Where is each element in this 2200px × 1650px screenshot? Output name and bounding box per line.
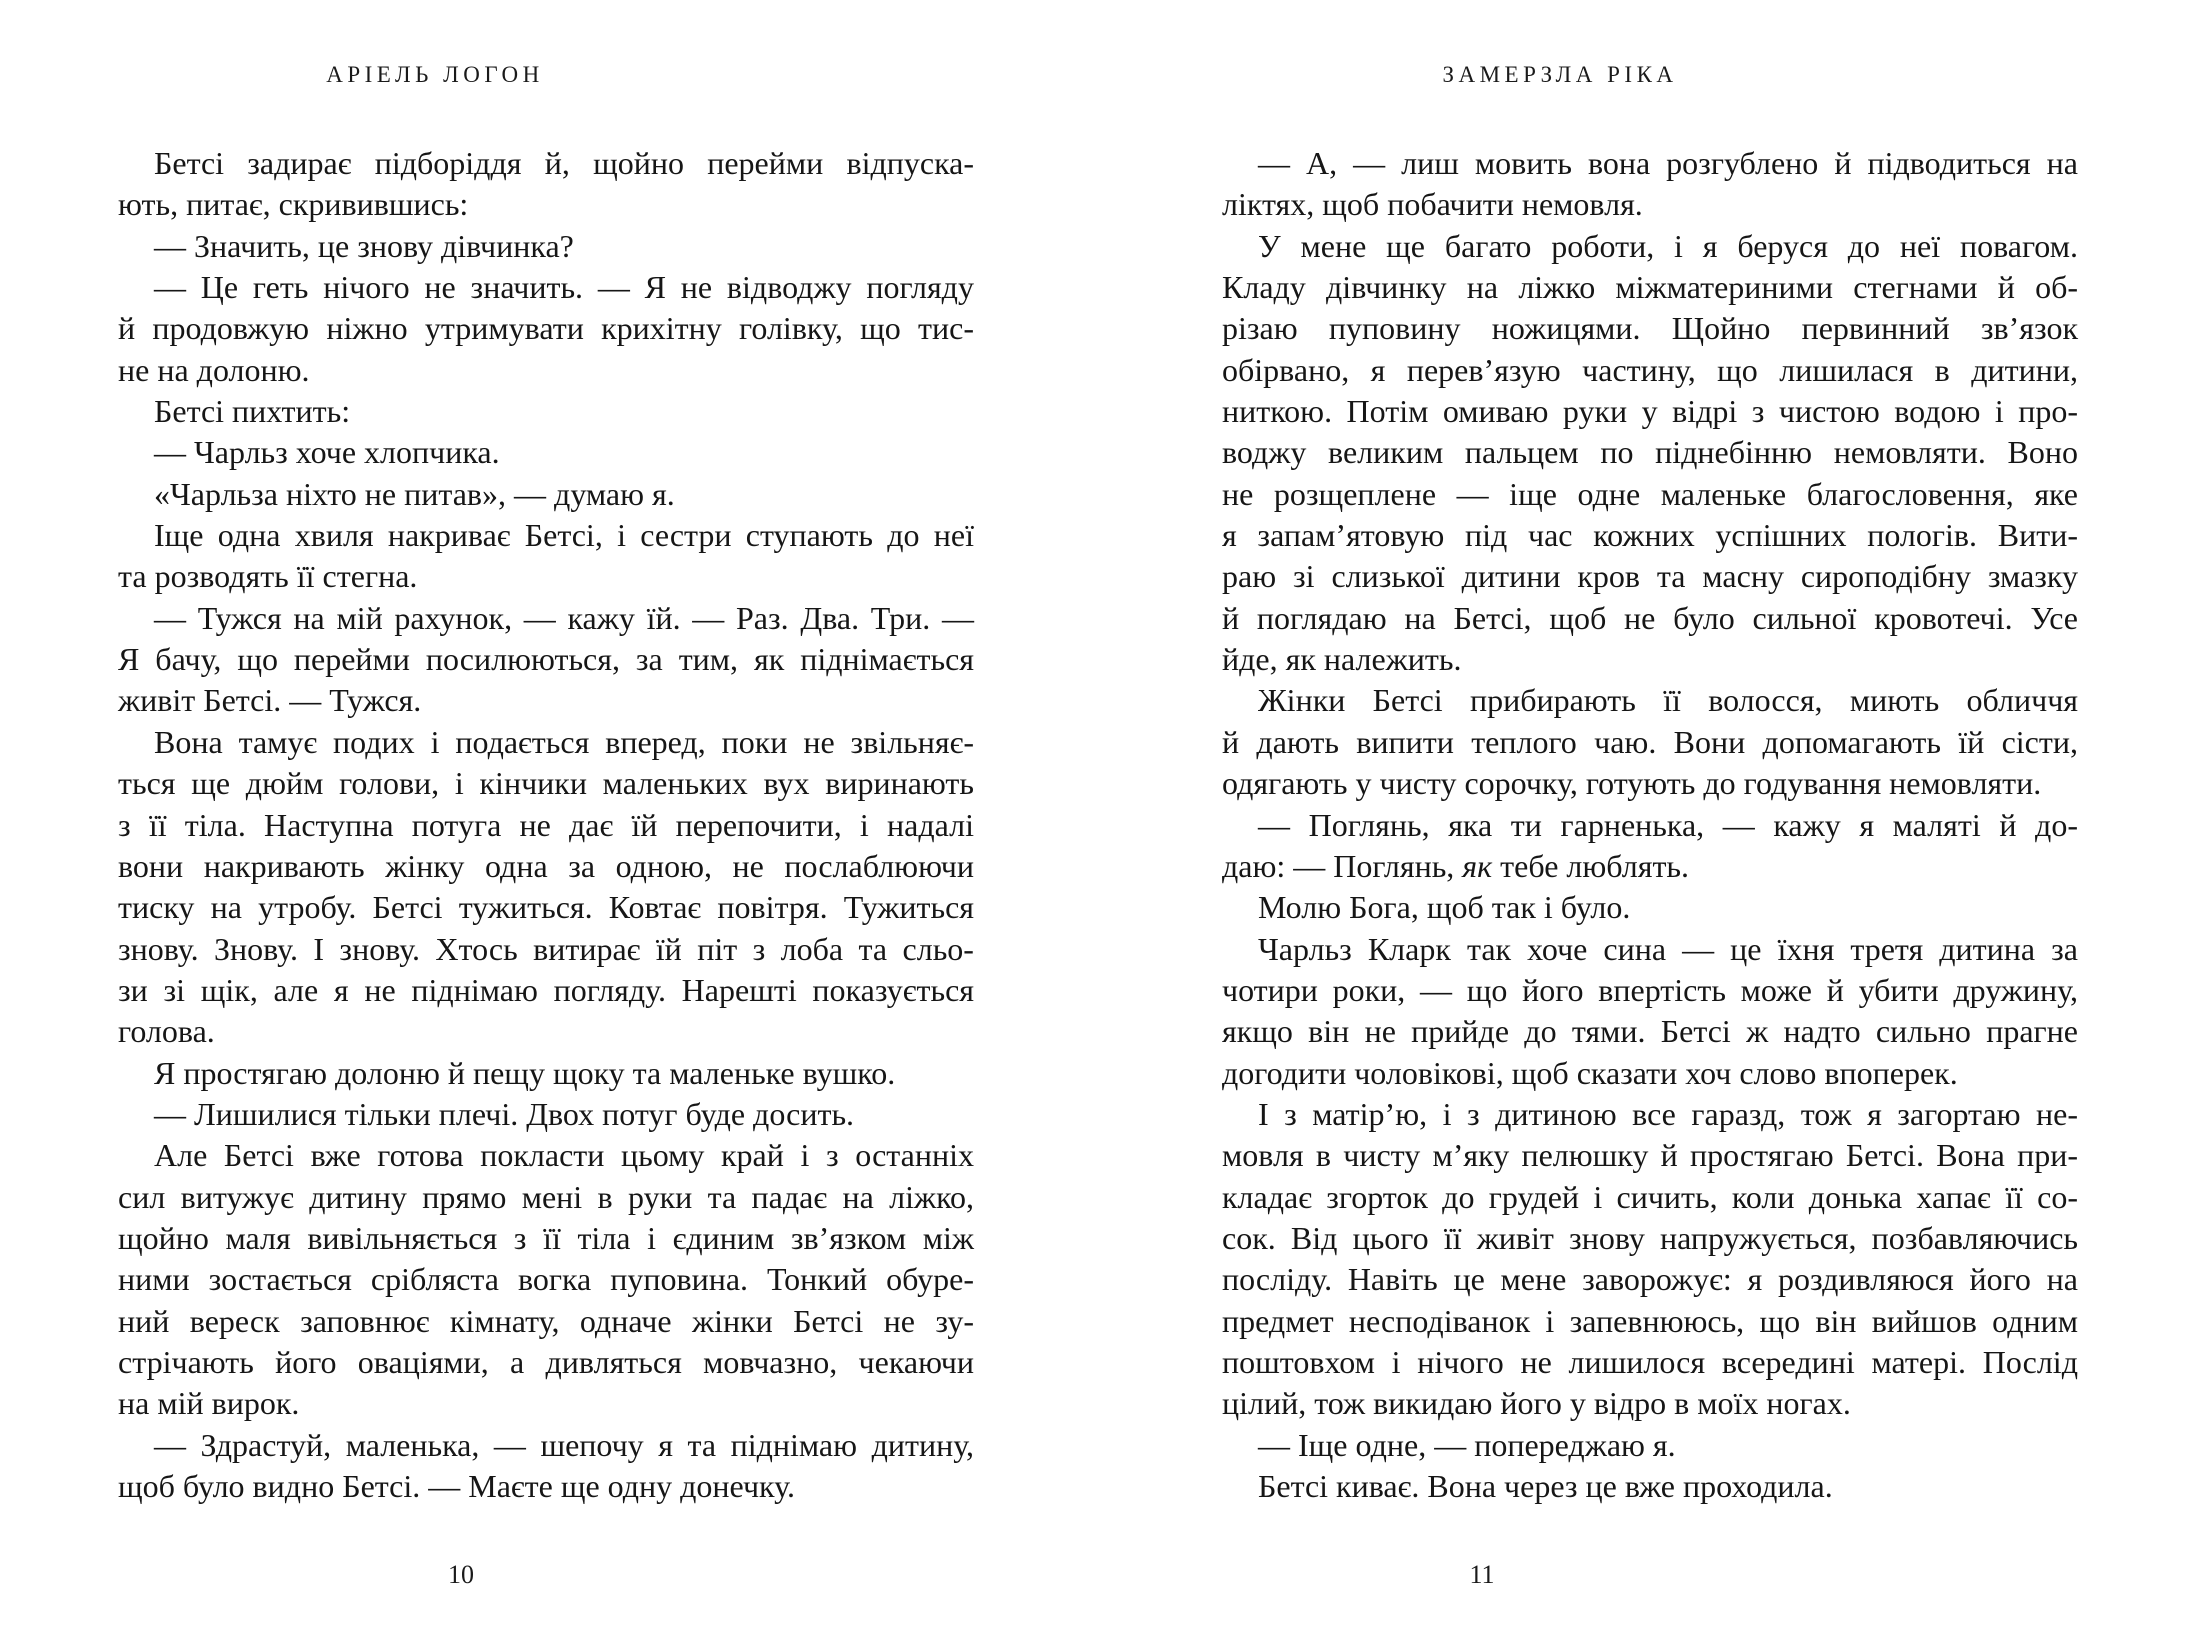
text-line <box>118 763 974 804</box>
text-line-content: одягають у чисту сорочку, готують до годування немовляти. <box>1222 765 2042 802</box>
text-line <box>118 1053 974 1094</box>
text-line <box>118 1466 974 1507</box>
text-line-content: з її тіла. Наступна потуга не дає їй перепочити, і надалі <box>118 806 974 843</box>
text-line-content: цілий, тож викидаю його у відро в моїх ногах. <box>1222 1385 1851 1422</box>
text-line-content: Іще одна хвиля накриває Бетсі, і сестри ступають до неї <box>154 517 974 554</box>
text-line <box>1222 350 2078 391</box>
text-line <box>1222 1053 2078 1094</box>
text-line <box>1222 226 2078 267</box>
text-line-content: посліду. Навіть це мене заворожує: я роздивляюся його на <box>1222 1261 2078 1298</box>
text-line <box>1222 929 2078 970</box>
text-line <box>1222 1301 2078 1342</box>
text-line-content: «Чарльза ніхто не питав», — думаю я. <box>154 475 675 512</box>
text-line-content: я запам’ятовую під час кожних успішних пологів. Вити- <box>1222 517 2078 554</box>
text-line-content: Бетсі пихтить: <box>154 393 351 430</box>
text-line-content: якщо він не прийде до тями. Бетсі ж надто сильно прагне <box>1222 1013 2078 1050</box>
text-line <box>1222 1383 2078 1424</box>
text-line-content: догодити чоловікові, щоб сказати хоч слово впоперек. <box>1222 1054 1958 1091</box>
text-line <box>1222 805 2078 846</box>
text-line <box>118 598 974 639</box>
text-line-content: й продовжую ніжно утримувати крихітну голівку, що тис- <box>118 310 974 347</box>
text-line-content: поштовхом і нічого не лишилося всередині матері. Послід <box>1222 1343 2078 1380</box>
text-line <box>118 267 974 308</box>
text-line <box>1222 184 2078 225</box>
text-line <box>1222 556 2078 597</box>
page-right <box>1100 0 2200 1650</box>
text-line-content: стрічають його оваціями, а дивляться мовчазно, чекаючи <box>118 1343 974 1380</box>
text-line <box>1222 1218 2078 1259</box>
text-line <box>1222 474 2078 515</box>
text-line <box>1222 639 2078 680</box>
text-line-content: ний вереск заповнює кімнату, одначе жінки Бетсі не зу- <box>118 1302 974 1339</box>
page-number-left: 10 <box>448 1560 474 1589</box>
text-line <box>1222 1177 2078 1218</box>
text-line-content: різаю пуповину ножицями. Щойно первинний зв’язок <box>1222 310 2078 347</box>
text-line-content: Кладу дівчинку на ліжко міжматериними стегнами й об- <box>1222 269 2079 306</box>
text-line <box>118 1011 974 1052</box>
text-line-content: Жінки Бетсі прибирають її волосся, миють обличчя <box>1258 682 2079 719</box>
text-line-content: мовля в чисту м’яку пелюшку й простягаю Бетсі. Вона при- <box>1222 1137 2079 1174</box>
text-line <box>1222 887 2078 928</box>
text-line <box>118 515 974 556</box>
text-line <box>118 680 974 721</box>
text-line-content: раю зі слизької дитини кров та масну сироподібну змазку <box>1222 558 2079 595</box>
text-line <box>118 929 974 970</box>
text-line-content: ліктях, щоб побачити немовля. <box>1222 186 1643 223</box>
text-line-content: — Здрастуй, маленька, — шепочу я та піднімаю дитину, <box>154 1426 975 1463</box>
text-line-content: вони накривають жінку одна за одною, не послаблюючи <box>118 847 974 884</box>
text-line <box>1222 1466 2078 1507</box>
text-line-content: воджу великим пальцем по піднебінню немовляти. Воно <box>1222 434 2078 471</box>
text-line-content: Бетсі задирає підборіддя й, щойно перейми відпуска- <box>154 145 975 181</box>
text-line-content: голова. <box>118 1013 215 1050</box>
running-header-title: ЗАМЕРЗЛА РІКА <box>1442 62 1678 87</box>
text-line <box>118 474 974 515</box>
text-line-content: — Це геть нічого не значить. — Я не відводжу погляду <box>154 269 974 306</box>
text-line-content: Але Бетсі вже готова покласти цьому край і з останніх <box>154 1137 974 1174</box>
text-line <box>118 226 974 267</box>
text-line-content: знову. Знову. І знову. Хтось витирає їй піт з лоба та сльо- <box>118 930 974 967</box>
text-line <box>1222 722 2078 763</box>
text-line <box>118 143 974 184</box>
text-line <box>1222 267 2078 308</box>
text-line-content: Я простягаю долоню й пещу щоку та маленьке вушко. <box>154 1054 896 1091</box>
text-line-content: тиску на утробу. Бетсі тужиться. Ковтає повітря. Тужиться <box>118 889 975 926</box>
text-line <box>118 970 974 1011</box>
text-line-content: ниткою. Потім омиваю руки у відрі з чистою водою і про- <box>1222 393 2079 430</box>
text-line <box>118 1218 974 1259</box>
text-line-content: Молю Бога, щоб так і було. <box>1258 889 1631 926</box>
text-line-content: й дають випити теплого чаю. Вони допомагають їй сісти, <box>1222 723 2078 760</box>
text-line <box>118 184 974 225</box>
text-line <box>1222 1259 2078 1300</box>
text-line <box>118 1094 974 1135</box>
text-line <box>118 1342 974 1383</box>
text-line <box>118 887 974 928</box>
text-line <box>1222 515 2078 556</box>
text-line <box>118 1425 974 1466</box>
text-line-content: сил витужує дитину прямо мені в руки та падає на ліжко, <box>118 1178 975 1215</box>
text-line-content: — Лишилися тільки плечі. Двох потуг буде досить. <box>154 1095 855 1132</box>
text-line-content: кладає згорток до грудей і сичить, коли донька хапає її со- <box>1222 1178 2079 1215</box>
text-line <box>1222 1135 2078 1176</box>
text-line-content: живіт Бетсі. — Тужся. <box>118 682 422 719</box>
text-line <box>118 846 974 887</box>
text-line-content: обірвано, я перев’язую частину, що лишилася в дитини, <box>1222 351 2079 388</box>
text-line-content: на мій вирок. <box>118 1385 300 1422</box>
text-line <box>118 350 974 391</box>
text-line-content: зи зі щік, але я не піднімаю погляду. Нарешті показується <box>118 971 975 1008</box>
text-line <box>118 308 974 349</box>
text-line-content: йде, як належить. <box>1222 641 1462 678</box>
text-line-content: — А, — лиш мовить вона розгублено й підводиться на <box>1258 145 2078 181</box>
text-line <box>1222 1342 2078 1383</box>
text-line-content: І з матір’ю, і з дитиною все гаразд, тож я загортаю не- <box>1258 1095 2079 1132</box>
text-line-content: Чарльз Кларк так хоче сина — це їхня третя дитина за <box>1258 930 2078 967</box>
text-line <box>1222 680 2078 721</box>
text-line <box>1222 846 2078 887</box>
text-line <box>118 1301 974 1342</box>
text-line <box>1222 598 2078 639</box>
text-line <box>118 1383 974 1424</box>
text-line <box>1222 970 2078 1011</box>
text-line <box>118 805 974 846</box>
text-line <box>1222 143 2078 184</box>
text-column-right <box>1222 143 2078 1507</box>
text-line-content: Бетсі киває. Вона через це вже проходила. <box>1258 1468 1833 1504</box>
text-line <box>1222 308 2078 349</box>
text-column-left <box>118 143 974 1507</box>
text-line-content: — Чарльз хоче хлопчика. <box>154 434 500 471</box>
text-line <box>118 556 974 597</box>
text-line <box>1222 1094 2078 1135</box>
text-line <box>118 722 974 763</box>
running-header-author: АРІЕЛЬ ЛОГОН <box>326 62 544 87</box>
text-line-content: предмет несподіванок і запевнююсь, що він вийшов одним <box>1222 1302 2078 1339</box>
text-line-content: — Тужся на мій рахунок, — кажу їй. — Раз. Два. Три. — <box>154 599 974 636</box>
text-line-content: У мене ще багато роботи, і я беруся до неї повагом. <box>1258 227 2078 264</box>
text-line-content: — Іще одне, — попереджаю я. <box>1258 1426 1676 1463</box>
text-line <box>1222 432 2078 473</box>
text-line-content: Вона тамує подих і подається вперед, поки не звільняє- <box>154 723 974 760</box>
text-line-content: та розводять її стегна. <box>118 558 418 595</box>
text-line-content: чотири роки, — що його впертість може й убити дружину, <box>1222 971 2078 1008</box>
text-line-content: й поглядаю на Бетсі, щоб не було сильної кровотечі. Усе <box>1222 599 2079 636</box>
text-line <box>1222 1011 2078 1052</box>
text-line-content: не розщеплене — іще одне маленьке благословення, яке <box>1222 475 2078 512</box>
text-line-content: — Поглянь, яка ти гарненька, — кажу я маляті й до- <box>1258 806 2078 843</box>
text-line-content: щоб було видно Бетсі. — Маєте ще одну донечку. <box>118 1468 795 1504</box>
text-line-content: не на долоню. <box>118 351 310 388</box>
text-line-content: — Значить, це знову дівчинка? <box>154 227 574 264</box>
text-line <box>118 432 974 473</box>
text-line-content: даю: — Поглянь, як тебе люблять. <box>1222 847 1690 884</box>
text-line <box>1222 763 2078 804</box>
text-line <box>118 1259 974 1300</box>
text-line-content: ють, питає, скривившись: <box>118 186 469 223</box>
text-line-content: ться ще дюйм голови, і кінчики маленьких вух виринають <box>118 765 974 802</box>
text-line <box>1222 1425 2078 1466</box>
text-line <box>118 1177 974 1218</box>
text-line-content: щойно маля вивільняється з її тіла і єдиним зв’язком між <box>118 1219 975 1256</box>
text-line-content: Я бачу, що перейми посилюються, за тим, як піднімається <box>118 641 974 678</box>
text-line-content: сок. Від цього її живіт знову напружується, позбавляючись <box>1222 1219 2079 1256</box>
text-line-content: ними зостається срібляста вогка пуповина. Тонкий обуре- <box>118 1261 975 1298</box>
text-line <box>118 1135 974 1176</box>
text-line <box>1222 391 2078 432</box>
text-line <box>118 639 974 680</box>
text-line <box>118 391 974 432</box>
page-number-right: 11 <box>1469 1560 1495 1589</box>
